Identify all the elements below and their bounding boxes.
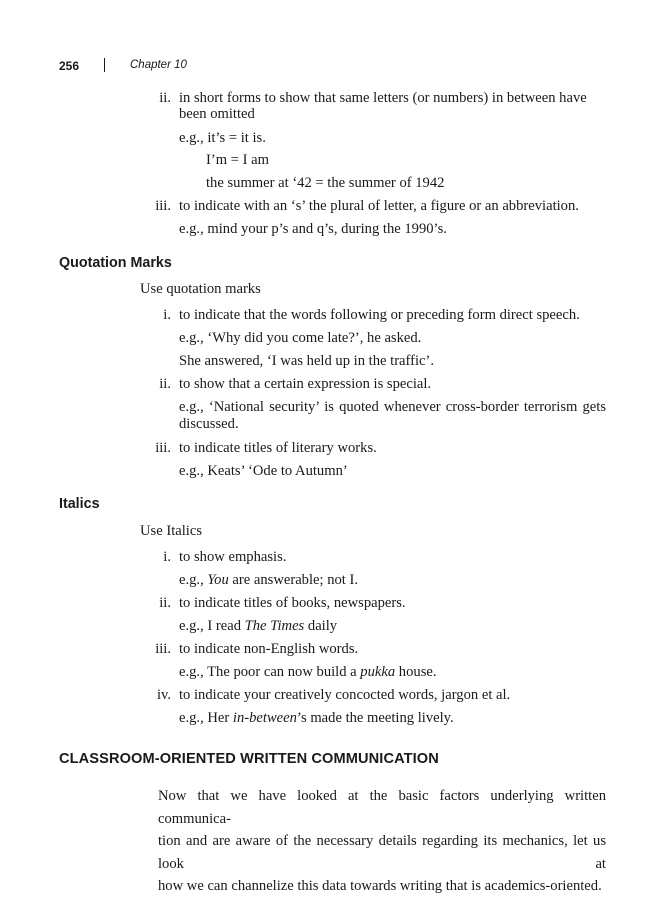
- example-text: e.g., ‘National security’ is quoted whenever cross-border terrorism gets: [179, 399, 606, 415]
- list-item-text: in short forms to show that same letters (or numbers) in between have: [179, 90, 587, 106]
- section-heading-quotation-marks: Quotation Marks: [59, 255, 172, 271]
- list-item-text: to indicate non-English words.: [179, 641, 359, 657]
- list-numeral: iii.: [155, 641, 171, 657]
- section-heading-classroom: CLASSROOM-ORIENTED WRITTEN COMMUNICATION: [59, 751, 439, 767]
- example-prefix: e.g., Her: [179, 710, 233, 726]
- section-intro: Use Italics: [140, 523, 203, 539]
- header-divider: [104, 58, 105, 72]
- example-prefix: e.g., I read: [179, 618, 245, 634]
- list-numeral: i.: [163, 307, 171, 323]
- example-text: e.g., Keats’ ‘Ode to Autumn’: [179, 463, 348, 479]
- section-intro: Use quotation marks: [140, 281, 261, 297]
- example-text: e.g., it’s = it is.: [179, 130, 266, 146]
- list-numeral: ii.: [159, 90, 171, 106]
- paragraph-line: tion and are aware of the necessary details regarding its mechanics, let us look at: [158, 833, 606, 872]
- list-item-text: to indicate with an ‘s’ the plural of letter, a figure or an abbreviation.: [179, 198, 579, 214]
- list-item-text: to indicate titles of literary works.: [179, 440, 377, 456]
- example-text: I’m = I am: [206, 152, 269, 168]
- example-suffix: are answerable; not I.: [228, 572, 359, 588]
- section-heading-italics: Italics: [59, 496, 100, 512]
- paragraph-line: how we can channelize this data towards writing that is academics-oriented.: [158, 878, 602, 894]
- example-italic: pukka: [360, 664, 396, 680]
- example-text: e.g., ‘Why did you come late?’, he asked.: [179, 330, 422, 346]
- example-text: [179, 664, 437, 681]
- example-prefix: e.g.,: [179, 572, 208, 588]
- list-numeral: iii.: [155, 440, 171, 456]
- example-text: [179, 618, 337, 635]
- example-suffix: daily: [304, 618, 338, 634]
- example-prefix: e.g., The poor can now build a: [179, 664, 361, 680]
- list-numeral: iv.: [156, 687, 171, 703]
- example-text: the summer at ‘42 = the summer of 1942: [206, 175, 445, 191]
- list-item-text: to indicate that the words following or preceding form direct speech.: [179, 307, 580, 323]
- example-italic: in-between: [232, 710, 297, 726]
- example-text: e.g., mind your p’s and q’s, during the 1990’s.: [179, 221, 447, 237]
- list-item-text: to indicate titles of books, newspapers.: [179, 595, 406, 611]
- list-numeral: ii.: [159, 595, 171, 611]
- example-text: She answered, ‘I was held up in the traffic’.: [179, 353, 435, 369]
- list-item-text: been omitted: [179, 106, 255, 122]
- list-item-text: to indicate your creatively concocted words, jargon et al.: [179, 687, 511, 703]
- example-text: [179, 710, 454, 727]
- example-italic: You: [207, 572, 229, 588]
- paragraph-line: Now that we have looked at the basic factors underlying written communica-: [158, 788, 606, 827]
- example-italic: The Times: [244, 618, 305, 634]
- list-numeral: ii.: [159, 376, 171, 392]
- page-number: 256: [59, 59, 80, 73]
- example-text: [179, 572, 358, 589]
- list-numeral: iii.: [155, 198, 171, 214]
- list-item-text: to show emphasis.: [179, 549, 287, 565]
- list-numeral: i.: [163, 549, 171, 565]
- example-suffix: house.: [395, 664, 437, 680]
- body-paragraph: [158, 785, 606, 898]
- example-suffix: ’s made the meeting lively.: [296, 710, 454, 726]
- example-text: discussed.: [179, 416, 239, 432]
- chapter-label: Chapter 10: [130, 59, 187, 71]
- list-item-text: to show that a certain expression is special.: [179, 376, 432, 392]
